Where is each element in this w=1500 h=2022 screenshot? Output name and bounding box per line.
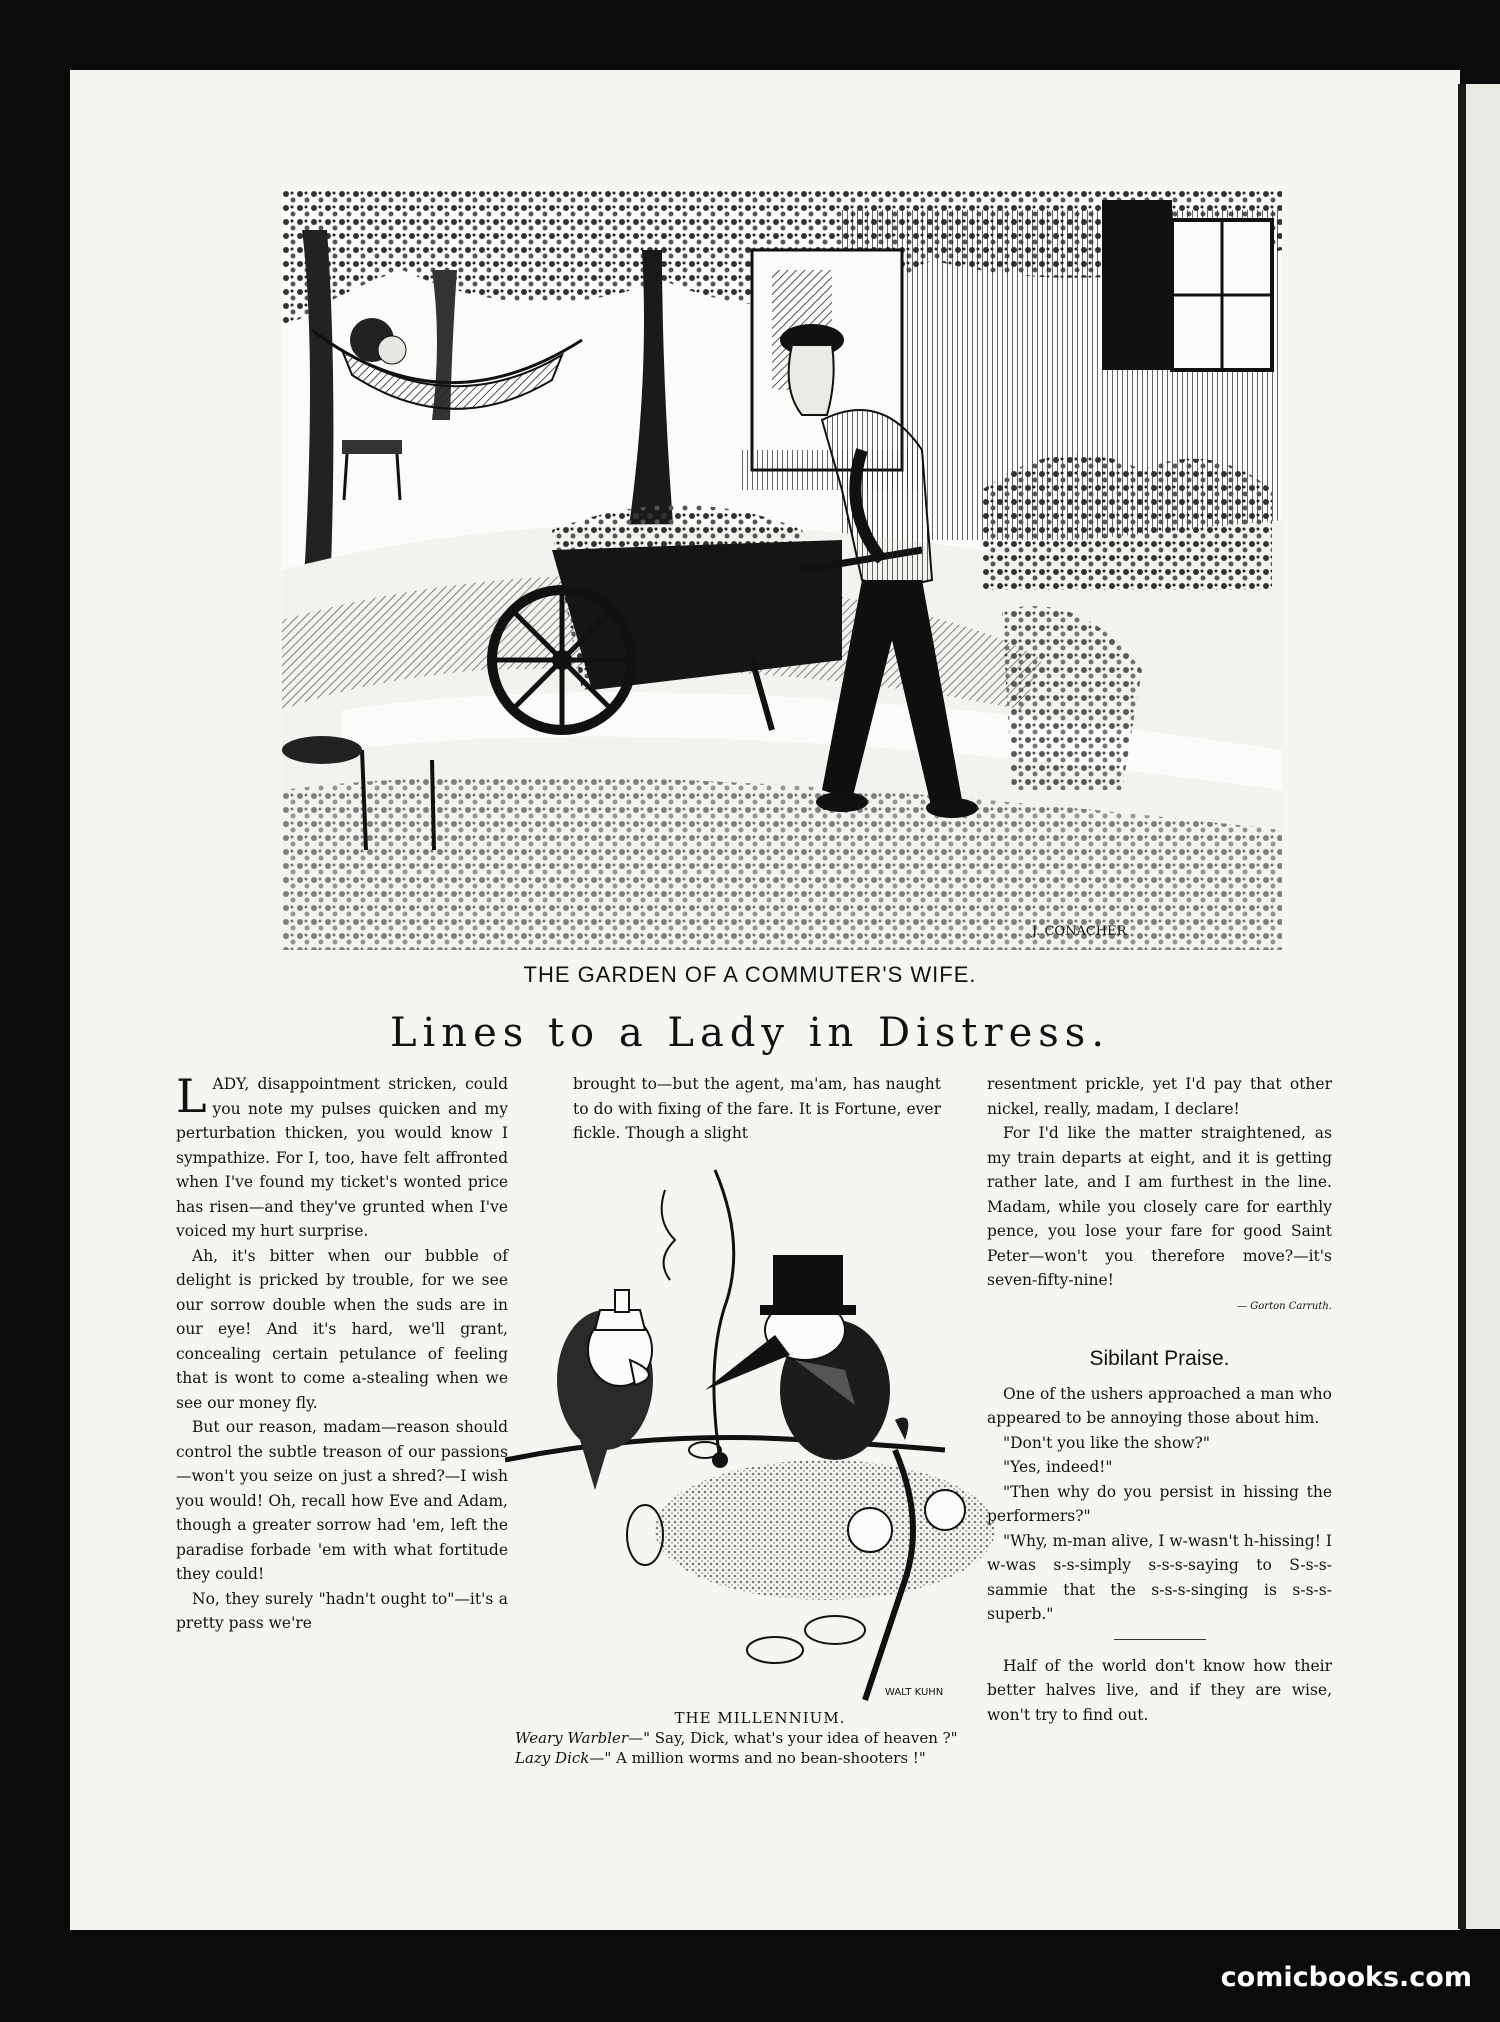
paragraph: LADY, disappointment stricken, could you note my pulses quicken and my perturbation thicken, you would know I sympathize. For I, too, have felt affronted when I've found my ticket's wonted price has risen—and they've grunted when I've voiced my hurt surprise. [176, 1069, 508, 1240]
paragraph: "Then why do you persist in hissing the performers?" [987, 1482, 1332, 1525]
cartoon-title: THE MILLENNIUM. [674, 1709, 846, 1727]
article-column-3 [987, 1072, 1332, 1727]
article-column-1 [176, 1069, 508, 1636]
paragraph: But our reason, madam—reason should control the subtle treason of our passions—won't you seize on just a shred?—I wish you would! Oh, recall how Eve and Adam, though a greater sorrow had 'em, left the paradise forbade 'em with what fortitude they could! [176, 1418, 508, 1583]
author-signature: — Gorton Carruth. [1237, 1300, 1332, 1312]
paragraph: resentment prickle, yet I'd pay that other nickel, really, madam, I declare! [987, 1075, 1332, 1118]
paragraph: brought to—but the agent, ma'am, has naught to do with fixing of the fare. It is Fortune, ever fickle. Though a slight [573, 1075, 941, 1142]
paragraph: No, they surely "hadn't ought to"—it's a pretty pass we're [176, 1589, 508, 1632]
paragraph: "Why, m-man alive, I w-wasn't h-hissing! I w-was s-s-simply s-s-s-saying to S-s-s-sammie that the s-s-s-singing is s-s-s-superb." [987, 1531, 1332, 1623]
article-column-2 [573, 1072, 941, 1146]
paragraph: For I'd like the matter straightened, as my train departs at eight, and it is getting rather late, and I am furthest in the line. Madam, while you closely care for earthly pence, you lose your fare for good Saint Peter—won't you therefore move?—it's seven-fifty-nine! [987, 1124, 1332, 1289]
cartoon-line-1: Weary Warbler—" Say, Dick, what's your idea of heaven ?" [515, 1729, 958, 1747]
paragraph: "Yes, indeed!" [1003, 1458, 1113, 1476]
garden-illustration [282, 190, 1282, 950]
next-page-edge [1458, 84, 1500, 1929]
drop-cap: L [176, 1069, 207, 1123]
cartoon-caption [515, 1708, 1005, 1768]
paragraph: Ah, it's bitter when our bubble of delight is pricked by trouble, for we see our sorrow double when the suds are in our eye! And it's hard, we'll grant, concealing certain petulance of feeling that is wont to come a-stealing when we see our money fly. [176, 1246, 508, 1412]
divider-rule [1114, 1639, 1206, 1640]
cartoon-line-2: Lazy Dick—" A million worms and no bean-shooters !" [515, 1749, 926, 1767]
article-title: Lines to a Lady in Distress. [389, 1010, 1111, 1056]
millennium-cartoon [505, 1160, 1005, 1710]
illustration-caption: THE GARDEN OF A COMMUTER'S WIFE. [523, 962, 977, 987]
cartoon-signature: WALT KUHN [885, 1687, 944, 1698]
paragraph: "Don't you like the show?" [1003, 1433, 1210, 1452]
sibilant-heading: Sibilant Praise. [1089, 1347, 1230, 1370]
illustration-signature: J. CONACHER [1032, 924, 1127, 939]
site-watermark: comicbooks.com [1220, 1962, 1472, 1993]
filler-paragraph: Half of the world don't know how their better halves live, and if they are wise, won't try to find out. [987, 1656, 1332, 1724]
paragraph: One of the ushers approached a man who appeared to be annoying those about him. [987, 1384, 1332, 1427]
